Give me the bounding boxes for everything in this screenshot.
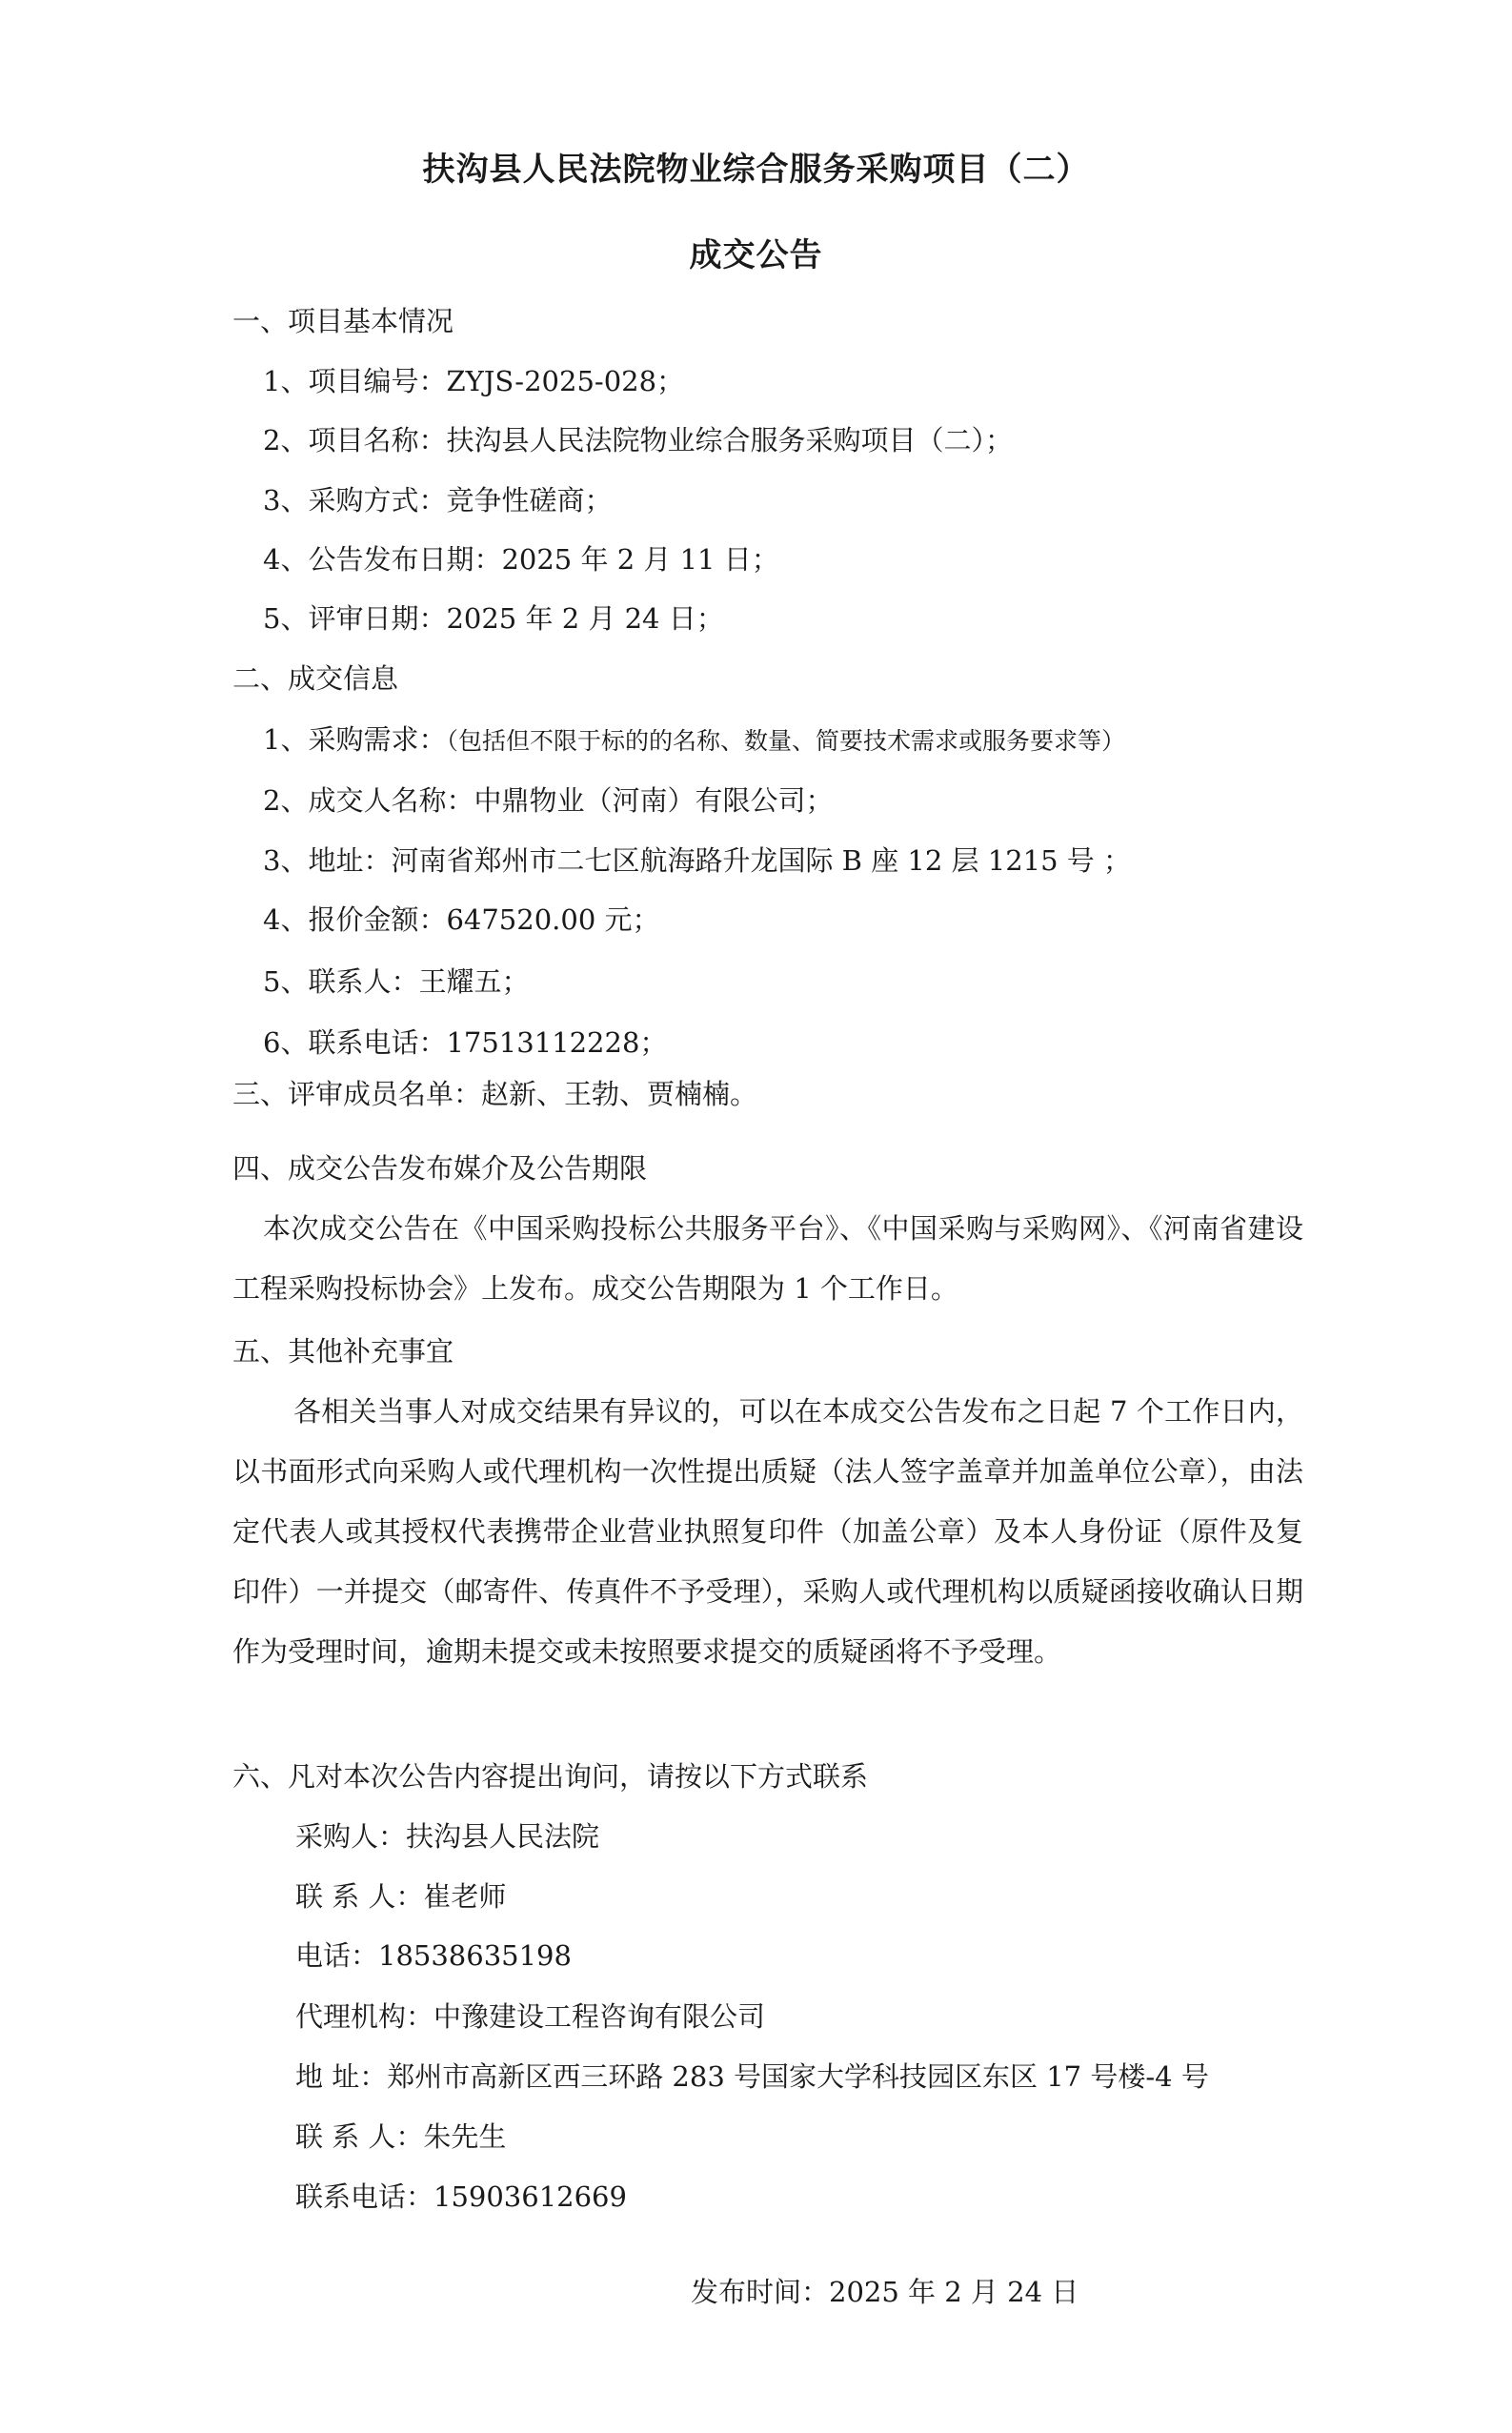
publish-time: 发布时间：2025 年 2 月 24 日: [691, 2276, 1079, 2308]
section5-heading: 五、其他补充事宜: [232, 1335, 454, 1368]
section3-heading: 三、评审成员名单：赵新、王勃、贾楠楠。: [232, 1078, 758, 1110]
section1-heading: 一、项目基本情况: [232, 305, 454, 337]
section1-item-5: 5、评审日期：2025 年 2 月 24 日；: [263, 602, 724, 635]
section1-item-1: 1、项目编号：ZYJS-2025-028；: [263, 365, 685, 397]
contact-purchaser-person: 联 系 人：崔老师: [295, 1880, 507, 1913]
section2-heading: 二、成交信息: [232, 662, 399, 695]
contact-purchaser: 采购人：扶沟县人民法院: [295, 1820, 600, 1853]
section1-item-4: 4、公告发布日期：2025 年 2 月 11 日；: [263, 543, 779, 576]
section2-item-1-label: 1、采购需求：: [263, 723, 447, 756]
section4-body: 本次成交公告在《中国采购投标公共服务平台》、《中国采购与采购网》、《河南省建设工程采购投标协会》上发布。成交公告期限为 1 个工作日。: [232, 1212, 1303, 1305]
contact-agency-phone: 联系电话：15903612669: [295, 2180, 627, 2213]
section2-item-4: 4、报价金额：647520.00 元；: [263, 903, 660, 936]
section6-heading: 六、凡对本次公告内容提出询问，请按以下方式联系: [232, 1760, 869, 1793]
contact-agency-person: 联 系 人：朱先生: [295, 2120, 507, 2153]
section2-item-1-note: （包括但不限于标的的名称、数量、简要技术需求或服务要求等）: [446, 727, 1125, 755]
section2-item-3: 3、地址：河南省郑州市二七区航海路升龙国际 B 座 12 层 1215 号 ；: [263, 844, 1131, 877]
section1-item-3: 3、采购方式：竞争性磋商；: [263, 484, 613, 517]
section5-body: 各相关当事人对成交结果有异议的，可以在本成交公告发布之日起 7 个工作日内，以书面形式向采购人或代理机构一次性提出质疑（法人签字盖章并加盖单位公章），由法定代表人或其授权代表携带企业营业执照复印件（加盖公章）及本人身份证（原件及复印件）一并提交（邮寄件、传真件不予受理），采购人或代理机构以质疑函接收确认日期作为受理时间，逾期未提交或未按照要求提交的质疑函将不予受理。: [232, 1395, 1303, 1668]
section4-heading: 四、成交公告发布媒介及公告期限: [232, 1152, 648, 1185]
contact-purchaser-phone: 电话：18538635198: [295, 1939, 572, 1972]
section2-item-2: 2、成交人名称：中鼎物业（河南）有限公司；: [263, 784, 834, 817]
section2-item-5: 5、联系人：王耀五；: [263, 965, 530, 998]
document-subtitle: 成交公告: [689, 236, 823, 274]
section2-item-1: [263, 720, 1125, 760]
contact-agency-address: 地 址：郑州市高新区西三环路 283 号国家大学科技园区东区 17 号楼-4 号: [295, 2060, 1209, 2093]
section2-item-6: 6、联系电话：17513112228；: [263, 1026, 668, 1059]
section1-item-2: 2、项目名称：扶沟县人民法院物业综合服务采购项目（二）；: [263, 424, 1013, 456]
document-title: 扶沟县人民法院物业综合服务采购项目（二）: [422, 151, 1090, 189]
contact-agency: 代理机构：中豫建设工程咨询有限公司: [295, 2000, 766, 2033]
